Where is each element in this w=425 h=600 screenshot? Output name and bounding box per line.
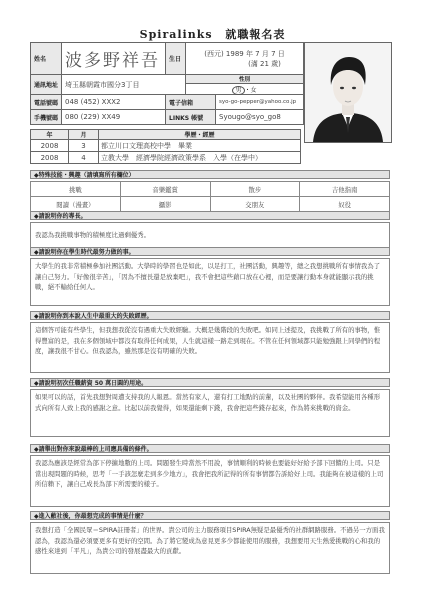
history-month: 3 xyxy=(69,140,99,152)
effort-answer: 大學生的我非常積極參加社團活動。大學時的學習也是如此，以足打工，社團活動，興趣等，總之我想挑戰所有事情我為了讓自己努力。「好像很辛苦」，「因為不擅長還是放棄吧」，我不會把這些藉口放在心裡，而是要讓行動本身就能顯示我的挑戰，絕不輸給任何人。 xyxy=(30,258,390,306)
strength-section-header: ◆請說明你的專長。 xyxy=(30,211,390,220)
history-header-detail: 學歷・經歷 xyxy=(99,130,301,140)
mobile-value: 080 (229) XX49 xyxy=(62,110,166,125)
money-section-header: ◆請說明初次任職薪資 50 萬日圓的用途。 xyxy=(30,378,390,387)
strength-answer: 我認為我挑戰事物的積極度比過剩優秀。 xyxy=(30,222,390,249)
history-row xyxy=(31,152,301,164)
history-year: 2008 xyxy=(31,152,69,164)
dob-value: (西元) 1989 年 7 月 7 日 xyxy=(204,49,285,58)
address-label: 通訊地址 xyxy=(31,75,62,95)
phone-value: 048 (452) XXX2 xyxy=(62,95,166,110)
dream-section-header: ◆進入敝社後，你最想完成的事情是什麼？ xyxy=(30,511,390,520)
skill-item: 散步 xyxy=(210,182,300,197)
skill-item: 交朋友 xyxy=(210,197,300,212)
personal-info-table xyxy=(30,42,304,125)
portrait-image xyxy=(305,43,391,142)
history-header-year: 年 xyxy=(31,130,69,140)
failure-answer: 這個答可能有些學生，但我想我從沒有遇重大失敗經驗。大概是幾階段的失敗吧。如同上述提及，我挑戰了所有的事物，惟得豐富的是，我在多個領域中都沒有取得任何成果，人生就這樣一路走到現在。不管在任何領域都只能勉強跟上同學們的程度，讓我很不甘心。但我認為，雖然那是沒有明確的失敗。 xyxy=(30,322,390,373)
gender-field xyxy=(186,84,304,95)
history-year: 2008 xyxy=(31,140,69,152)
links-label: LINKS 帳號 xyxy=(166,110,216,125)
address-value: 埼玉縣朝霞市國分3丁目 xyxy=(62,75,186,95)
form-title xyxy=(0,26,425,42)
mobile-label: 手機號碼 xyxy=(31,110,62,125)
gender-female: 女 xyxy=(250,86,257,94)
history-header-month: 月 xyxy=(69,130,99,140)
id-photo xyxy=(304,42,392,143)
phone-label: 電話號碼 xyxy=(31,95,62,110)
skills-section-header: ◆特殊技能・興趣（請填寫所有欄位） xyxy=(30,170,390,179)
failure-section-header: ◆請說明你到本說人生中最重大的失敗經歷。 xyxy=(30,311,390,320)
money-answer: 如果可以的話，首先我想對周遭支持我的人報恩。當然有家人，還有打工地點的前輩，以及社團的夥伴。我希望能用各種形式向所有人致上我的感謝之意。比起以前我覺得，如果還能剩下錢，我會把這些錢存起來，作為將來挑戰的資金。 xyxy=(30,389,390,437)
education-history-table xyxy=(30,129,301,164)
history-month: 4 xyxy=(69,152,99,164)
brand-name: Spiralinks xyxy=(139,28,213,41)
name-label: 姓名 xyxy=(31,43,62,75)
history-detail: 立教大學 經濟學院經濟政策學系 入學（在學中） xyxy=(99,152,301,164)
skill-item: 奴役 xyxy=(300,197,390,212)
links-value: Syougo@syo_go8 xyxy=(216,110,304,125)
gender-label: 性別 xyxy=(186,75,304,84)
dob-field xyxy=(186,43,304,75)
history-detail: 都立川口文理高校中學 畢業 xyxy=(99,140,301,152)
boss-answer: 我認為應該是經常為部下停擴地數的上司。問題發生時當然不用說，事情順利的時候也要能好好給予部下回饋的上司。只是當出現問題的時候，思考「一手該怎麼走到多少地方」，我會把我所記得的所有事情都告訴給好上司。我能夠在被這樣的上司所信賴下，讓自己成長為部下所需要的樣子。 xyxy=(30,455,390,507)
skills-table xyxy=(30,181,390,212)
email-value: syo-go-pepper@yahoo.co.jp xyxy=(216,95,304,110)
skill-item: 閱讀（漫畫） xyxy=(31,197,121,212)
boss-section-header: ◆請舉出對你來說最棒的上司應具備的條件。 xyxy=(30,444,390,453)
name-value: 波多野祥吾 xyxy=(65,51,161,71)
skill-item: 吉他指南 xyxy=(300,182,390,197)
doc-title: 就職報名表 xyxy=(225,28,286,41)
skill-item: 挑戰 xyxy=(31,182,121,197)
age-value: (滿 21 歲) xyxy=(248,59,281,68)
dream-answer: 我想打造「全國民眾＝SPIRA註冊者」的世界。貴公司的主力服務項目SPIRA無疑是最優秀的社群網路服務。不過另一方面我認為，我認為還必須要更多有更好的空間。為了將它變成為意見更多少都能使用的服務，我想要用天生熱愛挑戰的心和我的感性來達到「平凡」，為貴公司的發展盡最大的貢獻。 xyxy=(30,522,390,574)
skill-item: 攝影 xyxy=(120,197,210,212)
gender-sep: ・ xyxy=(244,86,251,94)
effort-section-header: ◆請說明你在學生時代最努力做的事。 xyxy=(30,247,390,256)
email-label: 電子信箱 xyxy=(166,95,216,110)
skill-item: 音樂鑑賞 xyxy=(120,182,210,197)
name-field xyxy=(62,43,166,75)
history-row xyxy=(31,140,301,152)
dob-label: 生日 xyxy=(166,43,186,75)
gender-male: 男 xyxy=(232,86,244,95)
